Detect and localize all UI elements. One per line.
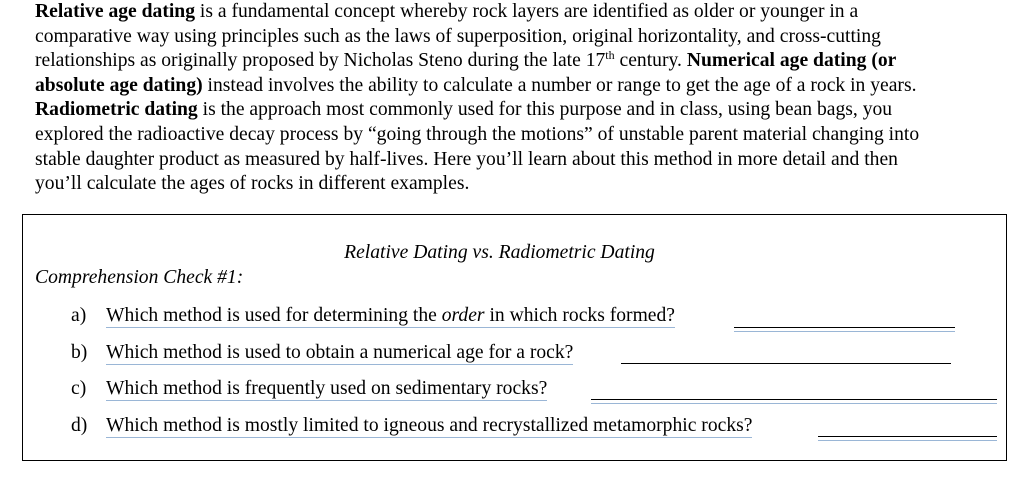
question-text: Which method is mostly limited to igneous and recrystallized metamorphic rocks? — [106, 415, 753, 436]
question-letter: c) — [71, 378, 87, 399]
intro-line-2: comparative way using principles such as the laws of superposition, original horizontality, and cross-cutting — [35, 25, 881, 47]
question-c — [71, 378, 547, 400]
term-radiometric-dating: Radiometric dating — [35, 99, 198, 121]
ordinal-superscript: th — [605, 48, 615, 63]
intro-line-4: absolute age dating) instead involves the ability to calculate a number or range to get the age of a rock in years. — [35, 74, 917, 96]
term-relative-age-dating: Relative age dating — [35, 1, 195, 22]
answer-line-b[interactable] — [621, 363, 951, 364]
question-letter: d) — [71, 415, 88, 436]
question-d — [71, 415, 752, 437]
term-numerical-age-dating: Numerical age dating (or — [686, 50, 897, 72]
intro-line-6: explored the radioactive decay process by “going through the motions” of unstable parent material changing into — [35, 123, 920, 145]
answer-line-d[interactable] — [818, 436, 997, 437]
intro-line-5: Radiometric dating is the approach most commonly used for this purpose and in class, using bean bags, you — [35, 99, 893, 121]
box-title: Relative Dating vs. Radiometric Dating — [344, 242, 655, 263]
emphasis-order: order — [441, 305, 485, 326]
question-letter: a) — [71, 305, 87, 326]
intro-paragraph — [35, 0, 1010, 197]
intro-line-3: relationships as originally proposed by Nicholas Steno during the late 17th century. Numerical age dating (or — [35, 48, 897, 72]
answer-underline-d — [818, 440, 997, 441]
question-a — [71, 305, 675, 327]
term-absolute-age-dating: absolute age dating) — [35, 74, 203, 96]
answer-line-a[interactable] — [734, 327, 955, 328]
answer-underline-c — [591, 403, 997, 404]
answer-line-c[interactable] — [591, 399, 997, 400]
question-text: Which method is used to obtain a numerical age for a rock? — [106, 342, 574, 363]
answer-underline-a — [734, 331, 955, 332]
question-text: Which method is used for determining the order in which rocks formed? — [106, 305, 675, 326]
question-text: Which method is frequently used on sedimentary rocks? — [106, 378, 548, 399]
question-b — [71, 342, 573, 364]
intro-line-7: stable daughter product as measured by half-lives. Here you’ll learn about this method in more detail and then — [35, 148, 898, 170]
comprehension-check-title: Comprehension Check #1: — [35, 267, 244, 288]
intro-line-8: you’ll calculate the ages of rocks in different examples. — [35, 173, 470, 195]
intro-line-1: Relative age dating is a fundamental concept whereby rock layers are identified as older or younger in a — [35, 1, 859, 22]
comprehension-box — [22, 214, 1007, 461]
question-letter: b) — [71, 342, 88, 363]
